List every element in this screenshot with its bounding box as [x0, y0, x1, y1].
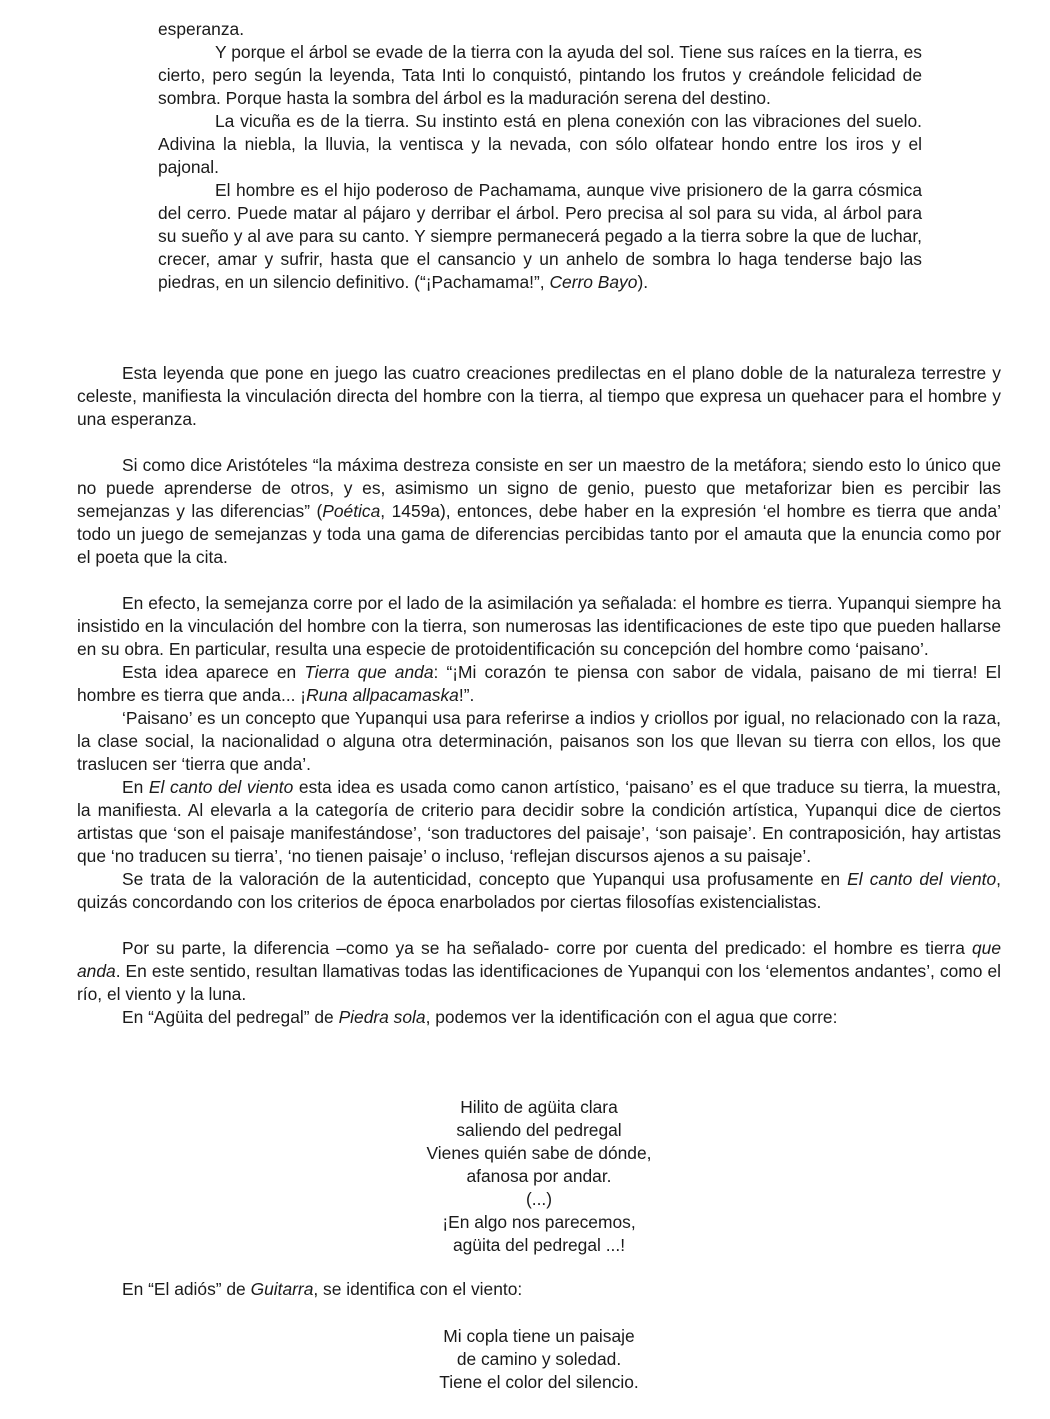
text-run: Por su parte, la diferencia –como ya se ha señalado- corre por cuenta del predicado: el hombre es tierra	[122, 938, 972, 958]
italic-text: El canto del viento	[148, 777, 294, 797]
verse-line: Hilito de agüita clara	[460, 1097, 618, 1117]
quote-paragraph: esperanza.	[158, 19, 245, 39]
text-run: Si como dice Aristóteles “la máxima destreza consiste en ser un maestro de la metáfora; siendo esto lo único que no puede aprenderse de otros, y es, asimismo un signo de genio, puesto que metaforizar bien es percibir las semejanzas y las diferencias” (	[77, 455, 1001, 521]
quote-paragraph: Y porque el árbol se evade de la tierra con la ayuda del sol. Tiene sus raíces en la tierra, es cierto, pero según la leyenda, Tata Inti lo conquistó, pintando los frutos y creándole felicidad de sombra. Porque hasta la sombra del árbol es la maduración serena del destino.	[158, 42, 922, 108]
italic-text: que anda	[77, 938, 1001, 981]
body-text	[77, 362, 1001, 1029]
paragraph	[77, 868, 1001, 914]
verse-line: ¡En algo nos parecemos,	[442, 1212, 636, 1232]
italic-text: Piedra sola	[338, 1007, 426, 1027]
text-run: : “¡Mi corazón te piensa con sabor de vidala, paisano de mi tierra! El hombre es tierra que anda... ¡	[77, 662, 1001, 705]
italic-text: El canto del viento	[847, 869, 997, 889]
italic-text: Poética	[322, 501, 381, 521]
text-run: En efecto, la semejanza corre por el lado de la asimilación ya señalada: el hombre	[122, 593, 765, 613]
paragraph	[77, 937, 1001, 1006]
verse-line: agüita del pedregal ...!	[452, 1235, 626, 1255]
verse-line: Tiene el color del silencio.	[439, 1372, 639, 1392]
verse-stanza	[77, 1325, 1001, 1394]
paragraph	[77, 1006, 1001, 1029]
text-run: !”.	[458, 685, 475, 705]
italic-text: Tierra que anda	[304, 662, 434, 682]
italic-text: es	[764, 593, 784, 613]
italic-text: Cerro Bayo	[549, 272, 638, 292]
paragraph: ‘Paisano’ es un concepto que Yupanqui usa para referirse a indios y criollos por igual, no relacionado con la raza, la clase social, la nacionalidad o alguna otra determinación, paisanos son los que llevan su tierra con ellos, los que traslucen ser ‘tierra que anda’.	[77, 708, 1001, 774]
verse-line: saliendo del pedregal	[456, 1120, 622, 1140]
text-run: Esta idea aparece en	[122, 662, 305, 682]
text-run: , quizás concordando con los criterios de época enarbolados por ciertas filosofías existencialistas.	[77, 869, 1001, 912]
paragraph: Esta leyenda que pone en juego las cuatro creaciones predilectas en el plano doble de la naturaleza terrestre y celeste, manifiesta la vinculación directa del hombre con la tierra, al tiempo que expresa un quehacer para el hombre y una esperanza.	[77, 363, 1001, 429]
italic-text: Guitarra	[250, 1279, 314, 1299]
quote-paragraph	[158, 179, 922, 294]
verse-line: de camino y soledad.	[456, 1349, 622, 1369]
quote-paragraph: La vicuña es de la tierra. Su instinto está en plena conexión con las vibraciones del suelo. Adivina la niebla, la lluvia, la ventisca y la nevada, con sólo olfatear hondo entre los iros y el pajonal.	[158, 111, 922, 177]
text-run: En “Agüita del pedregal” de	[122, 1007, 339, 1027]
text-run: . En este sentido, resultan llamativas todas las identificaciones de Yupanqui con los ‘elementos andantes’, como el río, el viento y la luna.	[77, 961, 1001, 1004]
text-run: ).	[637, 272, 649, 292]
text-run: El hombre es el hijo poderoso de Pachamama, aunque vive prisionero de la garra cósmica del cerro. Puede matar al pájaro y derribar el árbol. Pero precisa al sol para su vida, al árbol para su sueño y al ave para su canto. Y siempre permanecerá pegado a la tierra sobre la que de luchar, crecer, amar y sufrir, hasta que el cansancio y un anhelo de sombra lo haga tenderse bajo las piedras, en un silencio definitivo. (“¡Pachamama!”,	[158, 180, 922, 292]
verse-line: afanosa por andar.	[466, 1166, 612, 1186]
text-run: , podemos ver la identificación con el agua que corre:	[425, 1007, 838, 1027]
paragraph	[77, 776, 1001, 868]
paragraph	[77, 661, 1001, 707]
verse-line: Vienes quién sabe de dónde,	[426, 1143, 652, 1163]
paragraph	[77, 592, 1001, 661]
verse-stanza	[77, 1096, 1001, 1257]
text-run: , 1459a), entonces, debe haber en la expresión ‘el hombre es tierra que anda’ todo un juego de semejanzas y toda una gama de diferencias percibidas tanto por el amauta que la enuncia como por el poeta que la cita.	[77, 501, 1001, 567]
text-run: En “El adiós” de	[122, 1279, 251, 1299]
paragraph	[77, 1278, 1001, 1301]
text-run: Se trata de la valoración de la autenticidad, concepto que Yupanqui usa profusamente en	[122, 869, 848, 889]
text-run: esta idea es usada como canon artístico, ‘paisano’ es el que traduce su tierra, la muestra, la manifiesta. Al elevarla a la categoría de criterio para decidir sobre la condición artística, Yupanqui dice de ciertos artistas que ‘son el paisaje manifestándose’, ‘son traductores del paisaje’, ‘son paisaje’. En contraposición, hay artistas que ‘no traducen su tierra’, ‘no tienen paisaje’ o incluso, ‘reflejan discursos ajenos a su paisaje’.	[77, 777, 1001, 866]
verse-line: Mi copla tiene un paisaje	[443, 1326, 635, 1346]
text-run: En	[122, 777, 149, 797]
text-run: , se identifica con el viento:	[313, 1279, 523, 1299]
text-run: tierra. Yupanqui siempre ha insistido en la vinculación del hombre con la tierra, son numerosas las identificaciones de este tipo que pueden hallarse en su obra. En particular, resulta una especie de protoidentificación su concepción del hombre como ‘paisano’.	[77, 593, 1001, 659]
italic-text: Runa allpacamaska	[306, 685, 459, 705]
verse-line: (...)	[525, 1189, 553, 1209]
body-text	[77, 1278, 1001, 1301]
paragraph	[77, 454, 1001, 569]
block-quote	[158, 18, 922, 294]
